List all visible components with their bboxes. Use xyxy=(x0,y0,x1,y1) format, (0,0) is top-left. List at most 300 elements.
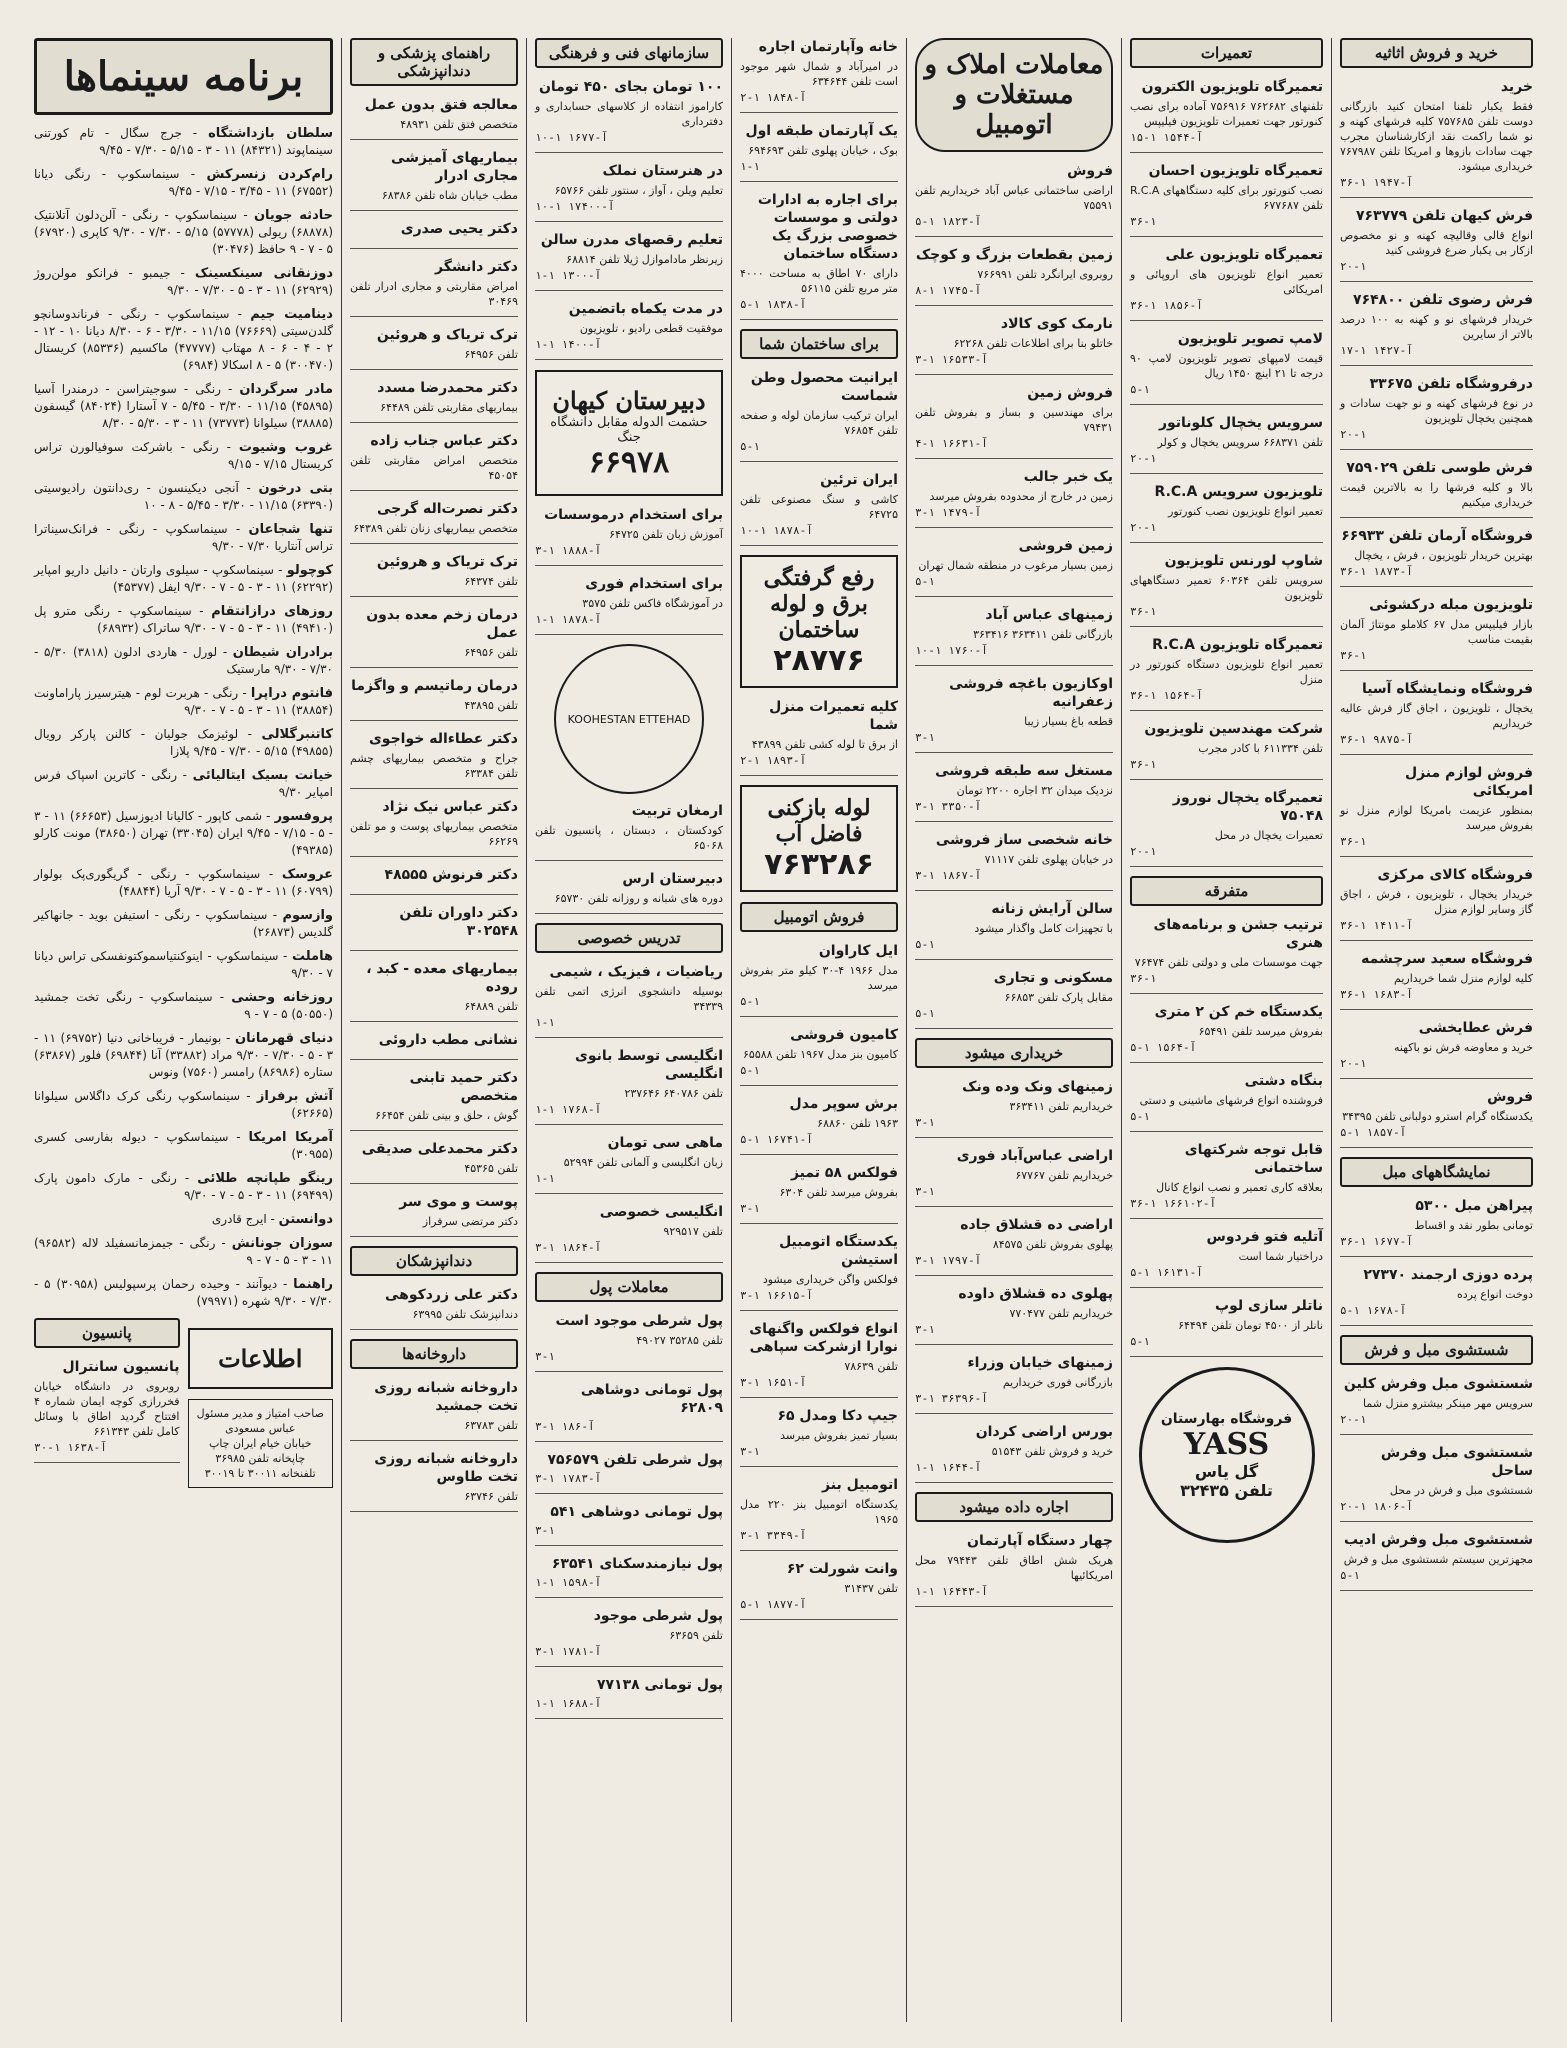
film-title: پروفسور xyxy=(274,809,333,824)
ad-body: بفروش میرسد تلفن ۶۳۰۴ xyxy=(779,1186,898,1199)
ad-list xyxy=(915,1532,1113,1607)
ad-body: متخصص بیماریهای پوست و مو تلفن ۶۶۲۶۹ xyxy=(350,820,518,848)
ad-title: شرکت مهندسین تلویزیون xyxy=(1144,721,1323,737)
ad-body: زیرنظر ماداموازل ژیلا تلفن ۶۸۸۱۴ xyxy=(566,253,723,266)
ad-code: ۲-۱ آ-۱۸۹۳ xyxy=(740,754,807,767)
ad-body: تلفن ۶۴۰۷۸۶ ۲۳۷۶۴۶ xyxy=(624,1087,723,1100)
cinema-listing xyxy=(34,265,333,299)
ad-code: ۳۶-۱ xyxy=(1130,605,1157,618)
ad-body: زمین بسیار مرغوب در منطقه شمال تهران xyxy=(918,559,1113,572)
classified-ad xyxy=(350,960,518,1022)
ad-code: ۳-۱ آ-۱۸۶۷ xyxy=(915,869,982,882)
classified-ad xyxy=(915,1423,1113,1483)
film-details: - ایرج قادری xyxy=(211,1212,275,1226)
film-title: عروسک xyxy=(281,867,333,882)
ad-title: نشانی مطب داروئی xyxy=(378,1032,518,1048)
ad-list xyxy=(740,942,898,1620)
section-header: سازمانهای فنی و فرهنگی xyxy=(535,38,723,68)
ad-code: ۵-۱ xyxy=(740,995,760,1008)
film-title: دینامیت جیم xyxy=(250,307,333,322)
classified-ad xyxy=(915,315,1113,375)
boxed-ad-title: لوله بازکنی فاضل آب xyxy=(767,795,871,847)
classified-ad xyxy=(1340,1531,1533,1591)
section-header: برنامه سینماها xyxy=(34,38,333,115)
ad-code: ۳-۱ xyxy=(915,1116,935,1129)
ad-code: ۵-۱ آ-۱۸۳۸ xyxy=(740,298,807,311)
ad-body: تلفن ۷۸۶۳۹ xyxy=(844,1360,898,1373)
ad-title: معالجه فتق بدون عمل xyxy=(364,97,518,113)
boxed-ad-phone: ۷۶۳۲۸۶ xyxy=(764,847,874,882)
ad-code: ۵-۱ آ-۱۶۷۸ xyxy=(1340,1304,1407,1317)
classified-ad xyxy=(740,369,898,462)
film-title: رینگو طپانچه طلائی xyxy=(197,1171,333,1186)
ad-title: پوست و موی سر xyxy=(399,1194,518,1210)
classified-ad xyxy=(1130,1003,1323,1063)
ad-title: برای استخدام درموسسات xyxy=(544,507,723,523)
yass-logo xyxy=(1139,1367,1315,1543)
ad-body: تلفن ۶۴۸۸۹ xyxy=(464,1000,518,1013)
film-details: - سینماسکوپ - رنگی تخت جمشید (۵۰۵۵۰) ۵ - ۷ - ۹ xyxy=(34,990,333,1021)
column-repairs xyxy=(1121,38,1331,2022)
classified-ad xyxy=(535,1312,723,1372)
ad-title: دکتر دانشگر xyxy=(435,259,518,275)
ad-title: دکتر عطاءاله خواجوی xyxy=(368,731,518,747)
film-details: - رنگی - کاترین اسپاک فرس امپایر ۹/۳۰ xyxy=(34,768,333,799)
classified-ad xyxy=(740,122,898,182)
ad-body: پهلوی بفروش تلفن ۸۴۵۷۵ xyxy=(992,1238,1113,1251)
classified-ad xyxy=(740,1233,898,1311)
film-title: روزخانه وحشی xyxy=(231,990,333,1005)
film-title: کوچولو xyxy=(286,563,333,578)
classified-ad xyxy=(1340,459,1533,518)
ad-code: ۵-۱ xyxy=(740,440,760,453)
ad-body: متخصص امراض مقاربتی تلفن ۴۵۰۵۴ xyxy=(350,454,518,482)
film-title: راهنما xyxy=(293,1277,333,1292)
film-title: سلطان بازداشتگاه xyxy=(208,126,333,141)
cinema-listing xyxy=(34,644,333,678)
ad-title: فروشگاه ونمایشگاه آسیا xyxy=(1361,681,1533,697)
ad-code: ۵-۱ آ-۱۸۲۳ xyxy=(915,215,982,228)
classified-ad xyxy=(1130,78,1323,153)
school-emblem xyxy=(554,644,704,794)
ad-title: انگلیسی خصوصی xyxy=(599,1204,723,1220)
film-title: روزهای درازانتقام xyxy=(211,604,333,619)
classified-ad xyxy=(350,1193,518,1237)
ad-list xyxy=(1130,916,1323,1357)
ad-code: ۵-۱ xyxy=(1130,1110,1150,1123)
section-header: شستشوی مبل و فرش xyxy=(1340,1335,1533,1365)
cinema-listing xyxy=(34,1211,333,1228)
boxed-ad xyxy=(740,785,898,892)
classified-ad xyxy=(1130,720,1323,780)
section-header: خرید و فروش اثاثیه xyxy=(1340,38,1533,68)
ad-code: ۵-۱ xyxy=(1130,383,1150,396)
ad-body: از برق تا لوله کشی تلفن ۴۳۸۹۹ xyxy=(751,738,898,751)
ad-body: دراختیار شما است xyxy=(1238,1250,1323,1263)
ad-body: شستشوی مبل و فرش در محل xyxy=(1389,1484,1533,1497)
cinema-listing xyxy=(34,767,333,801)
ad-code: ۳-۱ آ-۱۷۸۳ xyxy=(535,1472,602,1485)
ad-body: بسیار تمیز بفروش میرسد xyxy=(780,1429,898,1442)
ad-title: دکتر داوران تلفن ۳۰۲۵۴۸ xyxy=(399,905,518,939)
ad-title: فروشگاه آرمان تلفن ۶۶۹۳۳ xyxy=(1341,528,1533,544)
cinema-listing xyxy=(34,125,333,159)
film-details: - رنگی - باشرکت سوفیالورن تراس کریستال ۷/۱۵ - ۹/۱۵ xyxy=(34,440,333,471)
ad-title: برای اجاره به ادارات دولتی و موسسات خصوصی بزرگ یک دستگاه ساختمان xyxy=(757,192,898,262)
ad-title: فرش کیهان تلفن ۷۶۳۷۷۹ xyxy=(1355,208,1533,224)
ad-body: بازرگانی تلفن ۳۶۳۴۱۱ ۳۶۳۴۱۶ xyxy=(973,628,1113,641)
ad-title: تعمیرگاه تلویزیون الکترون xyxy=(1141,79,1323,95)
cinema-listing xyxy=(34,166,333,200)
ad-title: برای استخدام فوری xyxy=(585,576,723,592)
classified-ad xyxy=(1130,636,1323,711)
classified-ad xyxy=(1340,680,1533,755)
film-title: دنیای قهرمانان xyxy=(235,1031,334,1046)
classified-ad xyxy=(740,1320,898,1398)
ad-body: جهت موسسات ملی و دولتی تلفن ۷۶۴۷۴ xyxy=(1134,956,1323,969)
yass-brand: YASS xyxy=(1183,1426,1270,1462)
film-title: غروب وشیوت xyxy=(238,440,333,455)
ad-body: بهترین خریدار تلویزیون ، فرش ، یخچال xyxy=(1354,549,1533,562)
ad-body: تلفن ۶۴۹۵۶ xyxy=(464,646,518,659)
classified-ad xyxy=(915,1354,1113,1414)
ad-body: در امیرآباد و شمال شهر موجود است تلفن ۶۳۴۶۴۴ xyxy=(740,60,898,88)
ad-code: ۳-۱ xyxy=(535,1350,555,1363)
cinema-list xyxy=(34,125,333,1310)
ad-title: لامپ تصویر تلویزیون xyxy=(1177,331,1323,347)
ad-body: امراض مقاربتی و مجاری ادرار تلفن ۳۰۴۶۹ xyxy=(350,280,518,308)
classified-ad xyxy=(535,78,723,153)
ad-body: در نوع فرشهای کهنه و نو جهت سادات و همچنین یخچال تلویزیون xyxy=(1340,397,1533,425)
boxed-ad-phone: ۲۸۷۷۶ xyxy=(773,643,865,678)
ad-code: ۳۶-۱ xyxy=(1340,835,1367,848)
ad-title: دکتر عباس نیک نژاد xyxy=(382,799,518,815)
publisher-info xyxy=(188,1399,334,1488)
ad-title: فروشگاه کالای مرکزی xyxy=(1377,867,1533,883)
cinema-listing xyxy=(34,808,333,859)
ad-title: اوکازیون باغچه فروشی زعفرانیه xyxy=(949,676,1113,710)
ad-title: زمینهای خیابان وزراء xyxy=(967,1355,1113,1371)
ad-title: فروش xyxy=(1067,163,1113,179)
ad-title: در مدت یکماه باتضمین xyxy=(568,301,723,317)
ad-body: مجهزترین سیستم شستشوی مبل و فرش xyxy=(1343,1553,1533,1566)
classified-ad xyxy=(915,246,1113,306)
film-details: - بونیمار - فریباخانی دنیا (۶۹۷۵۲) ۱۱ - ۳ - ۵ - ۷/۳۰ - ۹/۳۰ مراد (۳۳۸۸۲) آنا (۶۹۸۴۴) فلور (۶۳۸۶۷) ستاره (۸۶۹۸۶) رامسر (۷۵۶۰) ونوس xyxy=(34,1031,334,1079)
ad-body: بازار فیلیپس مدل ۶۷ کلاملو مونتاژ آلمان بقیمت مناسب xyxy=(1340,618,1533,646)
ad-title: جیپ دکا ومدل ۶۵ xyxy=(777,1408,898,1424)
cinema-listing xyxy=(34,989,333,1023)
ad-code: ۳۶-۱ xyxy=(1130,758,1157,771)
classified-ad xyxy=(915,384,1113,459)
ad-title: تعلیم رقصهای مدرن سالن xyxy=(540,232,723,248)
ad-body: تلفن ۶۴۳۷۴ xyxy=(464,575,518,588)
film-title: آمریکا امریکا xyxy=(248,1130,334,1145)
school-name: دبیرستان کیهان xyxy=(552,386,706,415)
ad-code: ۲۰-۱ xyxy=(1340,1057,1367,1070)
ad-list xyxy=(350,1286,518,1330)
ad-code: ۳-۱ آ-۱۸۶ xyxy=(535,1420,595,1433)
ad-title: تعمیرگاه تلویزیون احسان xyxy=(1148,163,1323,179)
cinema-listing xyxy=(34,207,333,258)
ad-title: نارمک کوی کالاد xyxy=(1000,316,1113,332)
ad-body: متخصص فتق تلفن ۴۸۹۳۱ xyxy=(400,118,518,131)
film-title: دوزنقانی سینکسینک xyxy=(194,266,333,281)
ad-body: تعمیرات یخچال در محل xyxy=(1214,829,1323,842)
film-details: - لوئیزمک جولیان - کالنن پارکر رویال (۴۹۸۵۵) ۵/۱۵ - ۷/۳۰ - ۹/۴۵ پلازا xyxy=(34,727,333,758)
film-title: برادران شیطان xyxy=(232,645,333,660)
classified-ad xyxy=(350,220,518,249)
ad-body: کامیون بنز مدل ۱۹۶۷ تلفن ۶۵۵۸۸ xyxy=(743,1048,898,1061)
bottom-area xyxy=(34,1318,333,1488)
classified-ad xyxy=(350,1450,518,1512)
ad-title: خانه وآپارتمان اجاره xyxy=(758,39,898,55)
ad-code: ۱-۱ آ-۱۶۴۴ xyxy=(915,1461,982,1474)
ad-body: بعلاقه کاری تعمیر و نصب انواع کانال xyxy=(1156,1181,1323,1194)
section-header: داروخانه‌ها xyxy=(350,1339,518,1369)
ad-body: انواع قالی وقالیچه کهنه و نو مخصوص ازکار بی یکبار ضرع فروشی کنید xyxy=(1340,229,1533,257)
section-header: راهنمای پزشکی و دندانپزشکی xyxy=(350,38,518,86)
film-details: - سینماسکوپ - رنگی - گریگوری‌پک بولوار (۶۰۷۹۹) ۱۱ - ۳ - ۵ - ۷ - ۹/۳۰ آریا (۴۸۸۴۴) xyxy=(34,867,333,898)
ad-body: خریدار فرشهای نو و کهنه به ۱۰۰ درصد بالاتر از سایرین xyxy=(1340,313,1534,341)
ad-title: درمان زخم معده بدون عمل xyxy=(366,607,518,641)
classified-ad xyxy=(350,866,518,895)
classified-ad xyxy=(535,802,723,861)
ad-body: روبروی ایرانگرد تلفن ۷۶۶۹۹۱ xyxy=(977,268,1113,281)
classified-ad xyxy=(535,1381,723,1442)
ad-code: ۳-۱ آ-۱۶۶۱۵ xyxy=(740,1289,813,1302)
ad-body: بالا و کلیه فرشها را به بالاترین قیمت خریداری میکنیم xyxy=(1340,481,1533,509)
classified-ad xyxy=(740,1026,898,1086)
column-education xyxy=(526,38,731,2022)
section-header: تدریس خصوصی xyxy=(535,923,723,953)
ad-title: انگلیسی توسط بانوی انگلیسی xyxy=(575,1048,723,1082)
classified-ad xyxy=(1340,1444,1533,1522)
ad-code: ۲۰-۱ xyxy=(1340,260,1367,273)
school-phone: ۶۶۹۷۸ xyxy=(588,445,670,480)
ad-code: ۱۰-۱ آ-۱۷۶۰ xyxy=(915,644,988,657)
ad-body: در خیابان پهلوی تلفن ۷۱۱۱۷ xyxy=(984,853,1113,866)
classified-ad xyxy=(1130,1141,1323,1219)
section-header: معاملات پول xyxy=(535,1272,723,1302)
ad-title: شستشوی مبل وفرش ادیب xyxy=(1343,1532,1533,1548)
classified-ad xyxy=(915,1216,1113,1276)
ad-code: ۳-۱ آ-۱۶۵۳۳ xyxy=(915,353,988,366)
classified-ad xyxy=(1340,764,1533,857)
classified-ad xyxy=(535,1047,723,1125)
classified-ad xyxy=(915,162,1113,237)
ad-title: سالن آرایش زنانه xyxy=(991,901,1113,917)
classified-ad xyxy=(535,1203,723,1263)
film-details: - سینماسکوپ - دیوله بفارسی کسری (۳۰۹۵۵) xyxy=(34,1130,333,1161)
ad-code: ۵-۱ xyxy=(740,1064,760,1077)
ad-body: کودکستان ، دبستان ، پانسیون تلفن ۶۵۰۶۸ xyxy=(535,824,723,852)
ad-body: فقط یکبار تلفنا امتحان کنید بازرگانی دوست تلفن ۷۵۷۶۸۵ کلیه فرشهای کهنه و نو شما راکمت نقد ازکارشناسان مجرب جهت سادات بازوها و امریکا تلفن ۷۶۷۹۸۷ خریداری میشود. xyxy=(1340,100,1533,173)
ad-code: ۳-۱ xyxy=(740,1445,760,1458)
publisher-line: عباس مسعودی xyxy=(225,1422,296,1435)
ad-code: ۵-۱ آ-۱۶۱۳۱ xyxy=(1130,1266,1203,1279)
ad-code: ۱-۱ آ-۱۶۴۴۳ xyxy=(915,1585,988,1598)
ad-code: ۳-۱ xyxy=(915,731,935,744)
classified-ad xyxy=(350,326,518,370)
cinema-listing xyxy=(34,948,333,982)
ad-body: تلفن ۴۵۳۶۵ xyxy=(464,1162,518,1175)
classified-ad xyxy=(1130,789,1323,867)
ad-title: چهار دستگاه آپارتمان xyxy=(967,1533,1113,1549)
ad-code: ۵-۱ آ-۱۸۵۷ xyxy=(1340,1126,1407,1139)
ad-title: پول شرطی موجود است xyxy=(555,1313,723,1329)
classified-ad xyxy=(1340,950,1533,1010)
classified-ad xyxy=(1130,246,1323,321)
ad-body: تلفن ۶۴۹۵۶ xyxy=(464,348,518,361)
ad-title: فرش طوسی تلفن ۷۵۹۰۲۹ xyxy=(1346,460,1533,476)
film-details: - سینماسکوپ - رنگی - استیفن بوید - جانهاکیر گلدیس (۲۶۸۷۳) xyxy=(34,908,333,939)
ad-title: تلویزیون سرویس R.C.A xyxy=(1154,484,1323,500)
ad-title: خانه شخصی ساز فروشی xyxy=(935,832,1113,848)
emblem-text: KOOHESTAN ETTEHAD xyxy=(567,712,691,726)
film-details: - سینماسکوپ - رنگی مترو پل (۴۹۴۱۰) ۱۱ - ۳ - ۵ - ۷ - ۹/۳۰ ساتراک (۶۸۹۳۲) xyxy=(34,604,333,635)
classified-ad xyxy=(535,1676,723,1719)
classified-ad xyxy=(535,870,723,914)
classified-ad xyxy=(915,1078,1113,1138)
section-header: خریداری میشود xyxy=(915,1038,1113,1068)
ad-body: کاشی و سنگ مصنوعی تلفن ۶۴۷۲۵ xyxy=(740,493,898,521)
ad-code: ۳۶-۱ آ-۹۸۷۵ xyxy=(1340,733,1413,746)
ad-code: ۵-۱ xyxy=(915,938,935,951)
ad-title: دکتر علی زردکوهی xyxy=(384,1287,518,1303)
ad-code: ۸-۱ آ-۱۷۴۵ xyxy=(915,284,982,297)
ad-code: ۳۶-۱ آ-۱۸۷۳ xyxy=(1340,565,1413,578)
newspaper-logo: اطلاعات xyxy=(188,1328,334,1389)
ad-body: نانلر از ۴۵۰۰ تومان تلفن ۶۴۴۹۴ xyxy=(1178,1319,1323,1332)
cinema-listing xyxy=(34,480,333,514)
ad-title: دکتر عباس جناب زاده xyxy=(370,433,518,449)
ad-body: تلفن ۶۱۱۳۳۴ با کادر مجرب xyxy=(1198,742,1323,755)
ad-title: دکتر فرنوش ۴۸۵۵۵ xyxy=(384,867,518,883)
classified-ad xyxy=(1130,1228,1323,1288)
ad-code: ۳۶-۱ آ-۱۴۱۱ xyxy=(1340,919,1413,932)
ad-code: ۲۰-۱ xyxy=(1130,452,1157,465)
ad-code: ۱۷-۱ آ-۱۴۲۷ xyxy=(1340,344,1413,357)
cinema-listing xyxy=(34,439,333,473)
ad-body: تلفن ۴۳۸۹۵ xyxy=(464,699,518,712)
ad-title: داروخانه شبانه روزی تخت طاوس xyxy=(374,1451,518,1485)
classified-ad xyxy=(535,575,723,635)
classified-ad xyxy=(740,471,898,546)
ad-code: ۳۶-۱ آ-۱۶۶۱۰۲ xyxy=(1130,1197,1217,1210)
film-details: - سینماسکوپ رنگی کرک داگلاس سیلوانا (۶۲۶۶۵) xyxy=(34,1089,333,1120)
film-title: دوانستن xyxy=(278,1212,333,1227)
ad-body: دوخت انواع پرده xyxy=(1456,1288,1533,1301)
classified-ad xyxy=(1130,162,1323,237)
classified-ad xyxy=(535,231,723,291)
ad-code: ۱۵-۱ آ-۱۵۴۴ xyxy=(1130,131,1203,144)
section-header: اجاره داده میشود xyxy=(915,1492,1113,1522)
ad-title: ماهی سی تومان xyxy=(607,1135,723,1151)
classified-ad xyxy=(740,38,898,113)
classified-ad xyxy=(1340,375,1533,450)
publisher-line: صاحب امتیاز و مدیر مسئول xyxy=(196,1407,324,1420)
ad-list xyxy=(535,802,723,914)
ad-code: ۵-۱ xyxy=(1130,1335,1150,1348)
ad-code: ۲۰-۱ xyxy=(1130,521,1157,534)
ad-body: یخچال ، تلویزیون ، اجاق گاز فرش عالیه خریداریم xyxy=(1340,702,1533,730)
classified-ad xyxy=(350,1379,518,1441)
film-details: - سینماسکوپ - اینوکنتیاسموکتونفسکی تراس دیانا ۷ - ۹/۳۰ xyxy=(34,949,333,980)
classified-ad xyxy=(350,1286,518,1330)
classified-ad xyxy=(535,1503,723,1546)
classified-ad xyxy=(1130,1297,1323,1357)
classified-ad xyxy=(350,677,518,721)
columns xyxy=(26,38,1541,2022)
ad-list xyxy=(915,1078,1113,1483)
ad-body: سرویس مهر مینکر بیشترو منزل شما xyxy=(1363,1397,1533,1410)
classified-ad xyxy=(350,258,518,317)
ad-body: بمنظور عزیمت بامریکا لوازم منزل نو بفروش میرسد xyxy=(1340,804,1533,832)
film-details: - لورل - هاردی ادلون (۳۸۱۸) ۵/۳۰ - ۷/۳۰ - ۹/۳۰ مارستیک xyxy=(34,645,333,676)
ad-body: خرید و معاوضه فرش نو باکهنه xyxy=(1393,1041,1533,1054)
ad-body: بوک ، خیابان پهلوی تلفن ۶۹۴۶۹۳ xyxy=(748,144,898,157)
ad-code: ۱-۱ آ-۱۷۶۸ xyxy=(535,1103,602,1116)
publisher-line: چاپخانه تلفن ۳۶۹۸۵ xyxy=(215,1452,306,1465)
cinema-listing xyxy=(34,521,333,555)
classified-ad xyxy=(915,900,1113,960)
ad-body: زمین در خارج از محدوده بفروش میرسد xyxy=(929,490,1113,503)
ad-list xyxy=(535,506,723,635)
ad-code: ۳-۱ آ-۱۷۸۱ xyxy=(535,1645,602,1658)
ad-body: ایران ترکیب سازمان لوله و صفحه تلفن ۷۶۸۵۴ xyxy=(740,409,898,437)
film-title: فانتوم دراپرا xyxy=(250,686,333,701)
classified-ad xyxy=(915,969,1113,1029)
ad-body: تلفن ۶۳۷۸۳ xyxy=(464,1419,518,1432)
film-details: - رنگی - مارک دامون پارک (۶۹۴۹۹) ۱۱ - ۳ - ۵ - ۷ - ۹/۳۰ xyxy=(34,1171,333,1202)
classified-ad xyxy=(1340,1375,1533,1435)
film-details: - دیوآنند - وحیده رحمان پرسپولیس (۳۰۹۵۸) ۵ - ۷/۳۰ - ۹/۳۰ شهره (۷۹۹۷۱) xyxy=(34,1277,333,1308)
film-details: - جیمبو - فرانکو مولن‌روژ (۶۲۹۲۹) ۱۱ - ۳ - ۵ - ۷/۳۰ - ۹/۳۰ xyxy=(34,266,333,297)
classified-ad xyxy=(535,1134,723,1194)
classified-ad xyxy=(350,904,518,951)
ad-title: درمان رماتیسم و واگزما xyxy=(351,678,518,694)
classified-ad xyxy=(1340,596,1533,671)
yass-line1: فروشگاه بهارستان xyxy=(1160,1410,1293,1427)
classified-ad xyxy=(535,162,723,222)
school-logo xyxy=(535,370,723,496)
ad-title: ۱۰۰ تومان بجای ۴۵۰ تومان xyxy=(538,79,723,95)
ad-body: خریداریم تلفن ۷۷۰۴۷۷ xyxy=(1009,1307,1113,1320)
film-title: خیانت بسیک ایتالیائی xyxy=(192,768,333,783)
film-details: - رنگی - سوجیتراسن - درمندرا آسیا (۴۵۸۹۵) ۱۱/۱۵ - ۳/۳۰ - ۵/۴۵ - ۷ آستارا (۸۴۰۲۴) گیسفون (۳۸۸۸۵) سیلوانا (۷۳۷۷۳) ۱۱ - ۳ - ۵/۳۰ - ۸/۳۰ xyxy=(34,382,333,430)
classified-ad xyxy=(535,300,723,360)
ad-code: ۱-۱ xyxy=(740,160,760,173)
classified-ad xyxy=(350,500,518,544)
classified-ad xyxy=(1340,207,1533,282)
classified-ad xyxy=(915,606,1113,666)
ad-code: ۱-۱ xyxy=(535,1016,555,1029)
ad-title: فروش زمین xyxy=(1027,385,1113,401)
ad-code: ۳-۱ آ-۱۶۵۱ xyxy=(740,1376,807,1389)
film-title: مادر سرگردان xyxy=(239,382,333,397)
ad-body: دوره های شبانه و روزانه تلفن ۶۵۷۳۰ xyxy=(554,892,723,905)
ad-body: زبان انگلیسی و آلمانی تلفن ۵۲۹۹۴ xyxy=(563,1156,723,1169)
ad-body: تعلیم ویلن ، آواز ، سنتور تلفن ۶۵۷۶۶ xyxy=(554,184,723,197)
ad-title: کامیون فروشی xyxy=(790,1027,898,1043)
classified-ad xyxy=(915,537,1113,597)
classified-ad xyxy=(915,675,1113,753)
ad-body: دکتر مرتضی سرفراز xyxy=(422,1215,518,1228)
film-details: - شمی کاپور - کالیانا ادیوزسیل (۶۶۶۵۳) ۱۱ - ۳ - ۵ - ۷/۱۵ - ۹/۴۵ ایران (۳۳۰۴۵) تهران (۳۸۶۵۰) مونت کارلو (۴۹۳۸۵) xyxy=(34,809,333,857)
ad-code: ۲۰-۱ xyxy=(1340,1413,1367,1426)
classified-ad xyxy=(1340,527,1533,587)
yass-line3: گل یاس xyxy=(1194,1461,1259,1481)
